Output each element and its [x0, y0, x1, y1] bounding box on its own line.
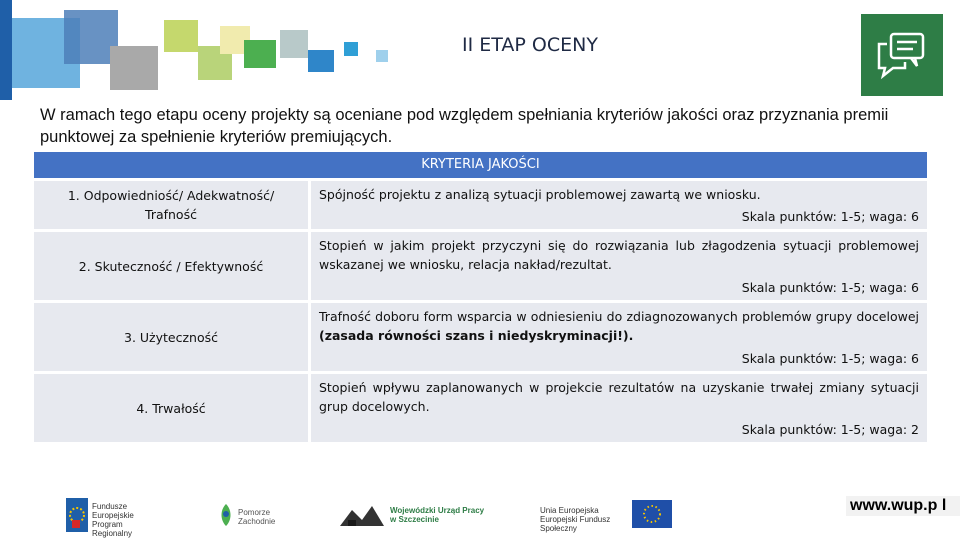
scale-text: Skala punktów: 1-5; waga: 6 [741, 209, 919, 224]
chat-icon [861, 14, 943, 96]
ue-logo-text: Unia Europejska Europejski Fundusz Społeczny [540, 506, 611, 533]
decor-square [0, 0, 12, 100]
chat-icon-box [861, 14, 943, 96]
fundusze-logo-text: Fundusze Europejskie Program Regionalny [92, 502, 134, 538]
decor-square [164, 20, 198, 52]
criterion-description [311, 374, 927, 442]
description-text: Trafność doboru form wsparcia w odniesieniu do zdiagnozowanych problemów grupy docelowej [319, 309, 919, 324]
scale-text: Skala punktów: 1-5; waga: 6 [741, 351, 919, 366]
table-row [34, 232, 927, 300]
criterion-label: 2. Skuteczność / Efektywność [34, 232, 308, 300]
criterion-description [311, 181, 927, 229]
decor-square [308, 50, 334, 72]
criterion-label: 1. Odpowiedniość/ Adekwatność/ Trafność [34, 181, 308, 229]
description-text: Stopień wpływu zaplanowanych w projekcie rezultatów na uzyskanie trwałej zmiany sytuacji grup docelowych. [319, 380, 919, 414]
scale-text: Skala punktów: 1-5; waga: 6 [741, 280, 919, 295]
criteria-table [34, 152, 927, 442]
pomorze-logo-text: Pomorze Zachodnie [238, 508, 276, 526]
criterion-label: 4. Trwałość [34, 374, 308, 442]
fundusze-logo-icon [66, 498, 88, 532]
table-header: KRYTERIA JAKOŚCI [34, 152, 927, 178]
criterion-label: 3. Użyteczność [34, 303, 308, 371]
table-row [34, 303, 927, 371]
decor-square [280, 30, 308, 58]
table-row [34, 181, 927, 229]
criterion-description [311, 232, 927, 300]
description-text: Stopień w jakim projekt przyczyni się do rozwiązania lub złagodzenia sytuacji problemowej wskazanej we wniosku, relacja nakład/rezultat. [319, 238, 919, 272]
pomorze-logo-icon [216, 502, 236, 528]
wup-logo-icon [338, 500, 386, 528]
footer [0, 486, 960, 540]
intro-text: W ramach tego etapu oceny projekty są oceniane pod względem spełniania kryteriów jakości oraz przyznania premii punktowej za spełnienie kryteriów premiujących. [40, 106, 889, 146]
description-bold-text: (zasada równości szans i niedyskryminacji!). [319, 328, 634, 343]
scale-text: Skala punktów: 1-5; waga: 2 [741, 422, 919, 437]
criterion-description [311, 303, 927, 371]
decor-square [244, 40, 276, 68]
description-text: Spójność projektu z analizą sytuacji problemowej zawartą we wniosku. [319, 187, 761, 202]
page-title: II ETAP OCENY [462, 34, 598, 56]
decor-square [110, 46, 158, 90]
decor-square [344, 42, 358, 56]
table-row [34, 374, 927, 442]
decor-square [376, 50, 388, 62]
wup-logo-text: Wojewódzki Urząd Pracy w Szczecinie [390, 506, 485, 524]
eu-flag-icon [632, 500, 672, 528]
website-url[interactable]: www.wup.p l [846, 496, 960, 516]
